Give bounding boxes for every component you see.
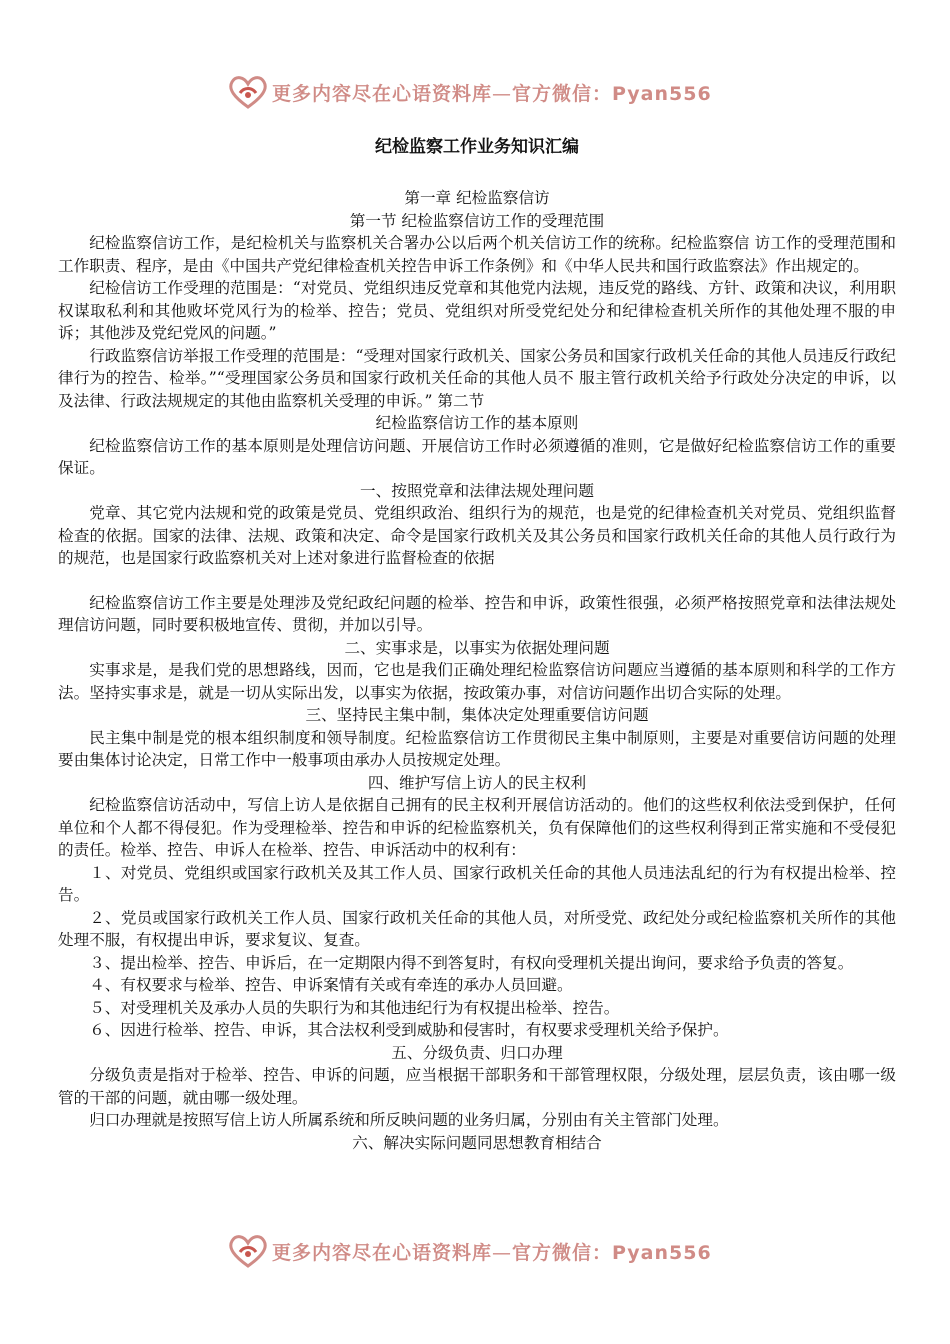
subheading: 四、维护写信上访人的民主权利 [367, 773, 587, 792]
paragraph: 纪检监察信访工作主要是处理涉及党纪政纪问题的检举、控告和申诉，政策性很强，必须严格按照党章和法律法规处理信访问题，同时要积极地宣传、贯彻，并加以引导。 [58, 593, 896, 634]
subheading: 一、按照党章和法律法规处理问题 [360, 481, 594, 500]
list-item: ４、有权要求与检举、控告、申诉案情有关或有牵连的承办人员回避。 [89, 976, 573, 994]
paragraph: 纪检信访工作受理的范围是：“对党员、党组织违反党章和其他党内法规，违反党的路线、方针、政策和决议，利用职权谋取私利和其他败坏党风行为的检举、控告；党员、党组织对所受党纪处分和纪律检查机关所作的其他处理不服的申诉；其他涉及党纪党风的问题。” [58, 279, 896, 342]
section-heading: 第一节 纪检监察信访工作的受理范围 [349, 211, 605, 230]
list-item: ３、提出检举、控告、申诉后，在一定期限内得不到答复时，有权向受理机关提出询问，要求给予负责的答复。 [89, 953, 854, 972]
document-body [58, 132, 896, 1154]
list-item: ２、党员或国家行政机关工作人员、国家行政机关任命的其他人员，对所受党、政纪处分或纪检监察机关所作的其他处理不服，有权提出申诉，要求复议、复查。 [58, 908, 896, 949]
paragraph: 纪检监察信访工作的基本原则是处理信访问题、开展信访工作时必须遵循的准则，它是做好纪检监察信访工作的重要保证。 [58, 436, 896, 477]
paragraph: 实事求是，是我们党的思想路线，因而，它也是我们正确处理纪检监察信访问题应当遵循的基本原则和科学的工作方法。坚持实事求是，就是一切从实际出发，以事实为依据，按政策办事，对信访问题作出切合实际的处理。 [58, 661, 896, 702]
paragraph: 民主集中制是党的根本组织制度和领导制度。纪检监察信访工作贯彻民主集中制原则，主要是对重要信访问题的处理要由集体讨论决定，日常工作中一般事项由承办人员按规定处理。 [58, 728, 896, 769]
paragraph: 分级负责是指对于检举、控告、申诉的问题，应当根据干部职务和干部管理权限，分级处理，层层负责，该由哪一级管的干部的问题，就由哪一级处理。 [58, 1066, 896, 1107]
subheading: 三、坚持民主集中制，集体决定处理重要信访问题 [305, 706, 649, 724]
document-title: 纪检监察工作业务知识汇编 [375, 137, 579, 157]
subheading: 六、解决实际问题同思想教育相结合 [352, 1133, 602, 1152]
paragraph: 归口办理就是按照写信上访人所属系统和所反映问题的业务归属，分别由有关主管部门处理。 [89, 1111, 729, 1129]
watermark-bottom [226, 1231, 746, 1271]
list-item: ６、因进行检举、控告、申诉，其合法权利受到威胁和侵害时，有权要求受理机关给予保护。 [89, 1021, 729, 1039]
paragraph: 行政监察信访举报工作受理的范围是：“受理对国家行政机关、国家公务员和国家行政机关任命的其他人员违反行政纪律行为的控告、检举。”“受理国家公务员和国家行政机关任命的其他人员不 服主管行政机关给予行政处分决定的申诉，以及法律、行政法规规定的其他由监察机关受理的申诉。” 第二节 [58, 346, 896, 410]
chapter-heading: 第一章 纪检监察信访 [404, 189, 550, 207]
paragraph: 纪检监察信访工作，是纪检机关与监察机关合署办公以后两个机关信访工作的统称。纪检监察信 访工作的受理范围和工作职责、程序，是由《中国共产党纪律检查机关控告申诉工作条例》和《中华人民共和国行政监察法》作出规定的。 [58, 234, 896, 275]
list-item: １、对党员、党组织或国家行政机关及其工作人员、国家行政机关任命的其他人员违法乱纪的行为有权提出检举、控告。 [58, 863, 896, 904]
heart-logo-icon [226, 73, 270, 111]
watermark-text: 更多内容尽在心语资料库—官方微信：Pyan556 [272, 82, 712, 105]
paragraph: 党章、其它党内法规和党的政策是党员、党组织政治、组织行为的规范，也是党的纪律检查机关对党员、党组织监督检查的依据。国家的法律、法规、政策和决定、命令是国家行政机关及其公务员和国家行政机关任命的其他人员行政行为的规范，也是国家行政监察机关对上述对象进行监督检查的依据 [58, 504, 896, 567]
heart-logo-icon [226, 1232, 270, 1270]
paragraph: 纪检监察信访活动中，写信上访人是依据自己拥有的民主权利开展信访活动的。他们的这些权利依法受到保护，任何单位和个人都不得侵犯。作为受理检举、控告和申诉的纪检监察机关，负有保障他们的这些权利得到正常实施和不受侵犯的责任。检举、控告、申诉人在检举、控告、申诉活动中的权利有： [58, 796, 896, 859]
list-item: ５、对受理机关及承办人员的失职行为和其他违纪行为有权提出检举、控告。 [89, 998, 620, 1017]
subheading: 二、实事求是，以事实为依据处理问题 [344, 638, 610, 657]
subheading: 五、分级负责、归口办理 [391, 1043, 563, 1062]
watermark-text: 更多内容尽在心语资料库—官方微信：Pyan556 [272, 1241, 712, 1264]
watermark-top [226, 72, 746, 112]
section-heading: 纪检监察信访工作的基本原则 [375, 414, 579, 432]
